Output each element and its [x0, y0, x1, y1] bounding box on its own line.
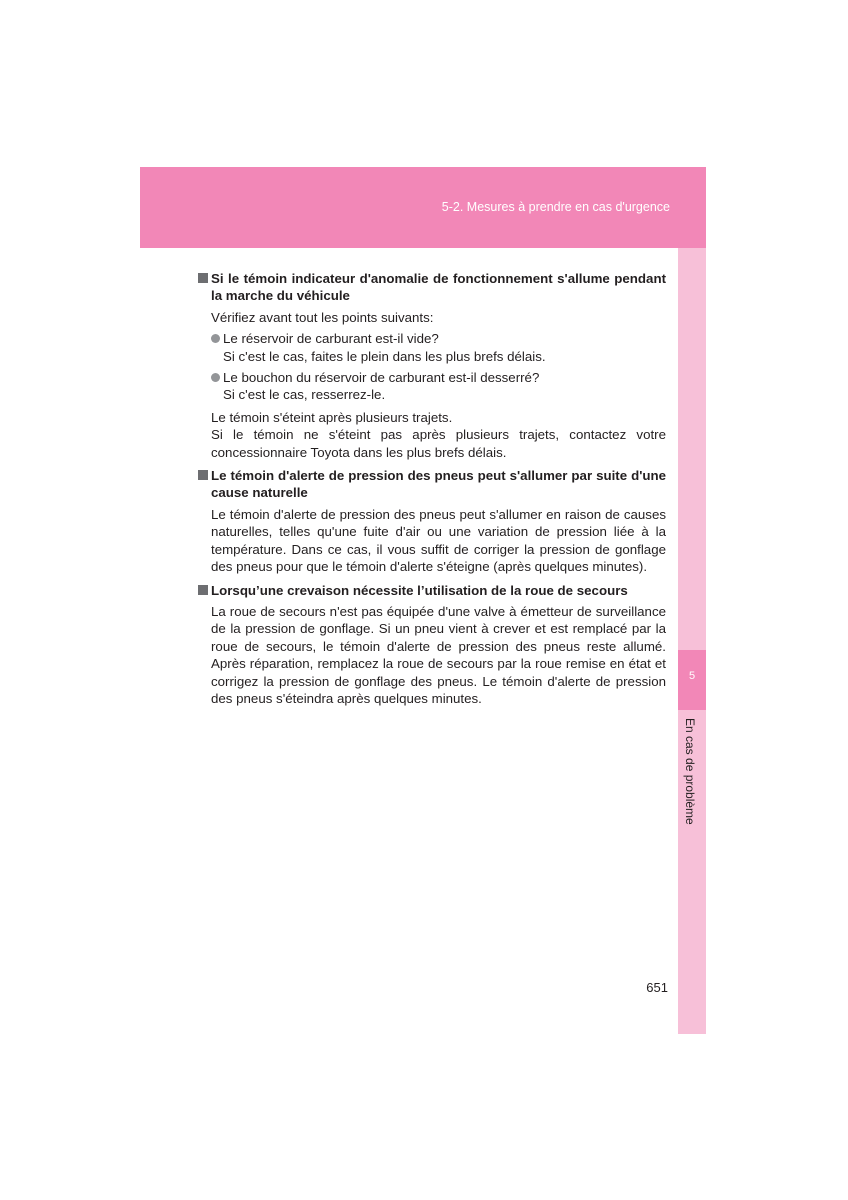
section-square-icon — [198, 273, 208, 283]
section-title — [198, 467, 666, 502]
chapter-number: 5 — [688, 670, 696, 682]
section-tire-pressure-natural — [198, 467, 666, 575]
paragraph: La roue de secours n'est pas équipée d'une valve à émetteur de surveillance de la pression de gonflage. Si un pneu vient à crever et est remplacé par la roue de secours, le témoin d'alerte de pression des pneus reste allumé. Après réparation, remplacez la roue de secours par la roue remise en état et corrigez la pression de gonflage des pneus. Le témoin d'alerte de pression des pneus s'éteindra après quelques minutes. — [211, 603, 666, 706]
section-anomaly-indicator — [198, 270, 666, 461]
page-content — [198, 270, 666, 713]
section-spare-wheel — [198, 582, 666, 708]
section-header-title: 5-2. Mesures à prendre en cas d'urgence — [441, 200, 670, 214]
header-band — [140, 167, 706, 248]
page-number: 651 — [646, 980, 668, 995]
section-title-text: Lorsqu’une crevaison nécessite l’utilisation de la roue de secours — [211, 582, 628, 598]
section-title-text: Si le témoin indicateur d'anomalie de fonctionnement s'allume pendant la marche du véhicule — [211, 271, 666, 304]
bullet-answer: Si c'est le cas, faites le plein dans les plus brefs délais. — [223, 348, 546, 364]
bullet-dot-icon — [211, 373, 220, 382]
section-title — [198, 582, 666, 599]
section-title — [198, 270, 666, 305]
bullet-item — [198, 330, 666, 365]
chapter-tab-active — [678, 650, 706, 710]
bullet-question: Le réservoir de carburant est-il vide? — [223, 331, 439, 347]
chapter-label: En cas de problème — [683, 718, 697, 825]
paragraph: Vérifiez avant tout les points suivants: — [211, 309, 434, 325]
chapter-side-tab — [678, 248, 706, 1034]
bullet-question: Le bouchon du réservoir de carburant est-il desserré? — [223, 370, 540, 386]
section-title-text: Le témoin d'alerte de pression des pneus peut s'allumer par suite d'une cause naturelle — [211, 468, 666, 501]
bullet-dot-icon — [211, 334, 220, 343]
paragraph: Le témoin d'alerte de pression des pneus peut s'allumer en raison de causes naturelles, telles qu'une fuite d'air ou une variation de pression liée à la température. Dans ce cas, il vous suffit de corriger la pression de gonflage des pneus pour que le témoin d'alerte s'éteigne (après quelques minutes). — [211, 506, 666, 575]
section-square-icon — [198, 470, 208, 480]
bullet-item — [198, 369, 666, 404]
paragraph: Le témoin s'éteint après plusieurs trajets. — [211, 409, 453, 425]
bullet-answer: Si c'est le cas, resserrez-le. — [223, 387, 386, 403]
paragraph: Si le témoin ne s'éteint pas après plusieurs trajets, contactez votre concessionnaire Toyota dans les plus brefs délais. — [211, 427, 666, 460]
section-square-icon — [198, 585, 208, 595]
